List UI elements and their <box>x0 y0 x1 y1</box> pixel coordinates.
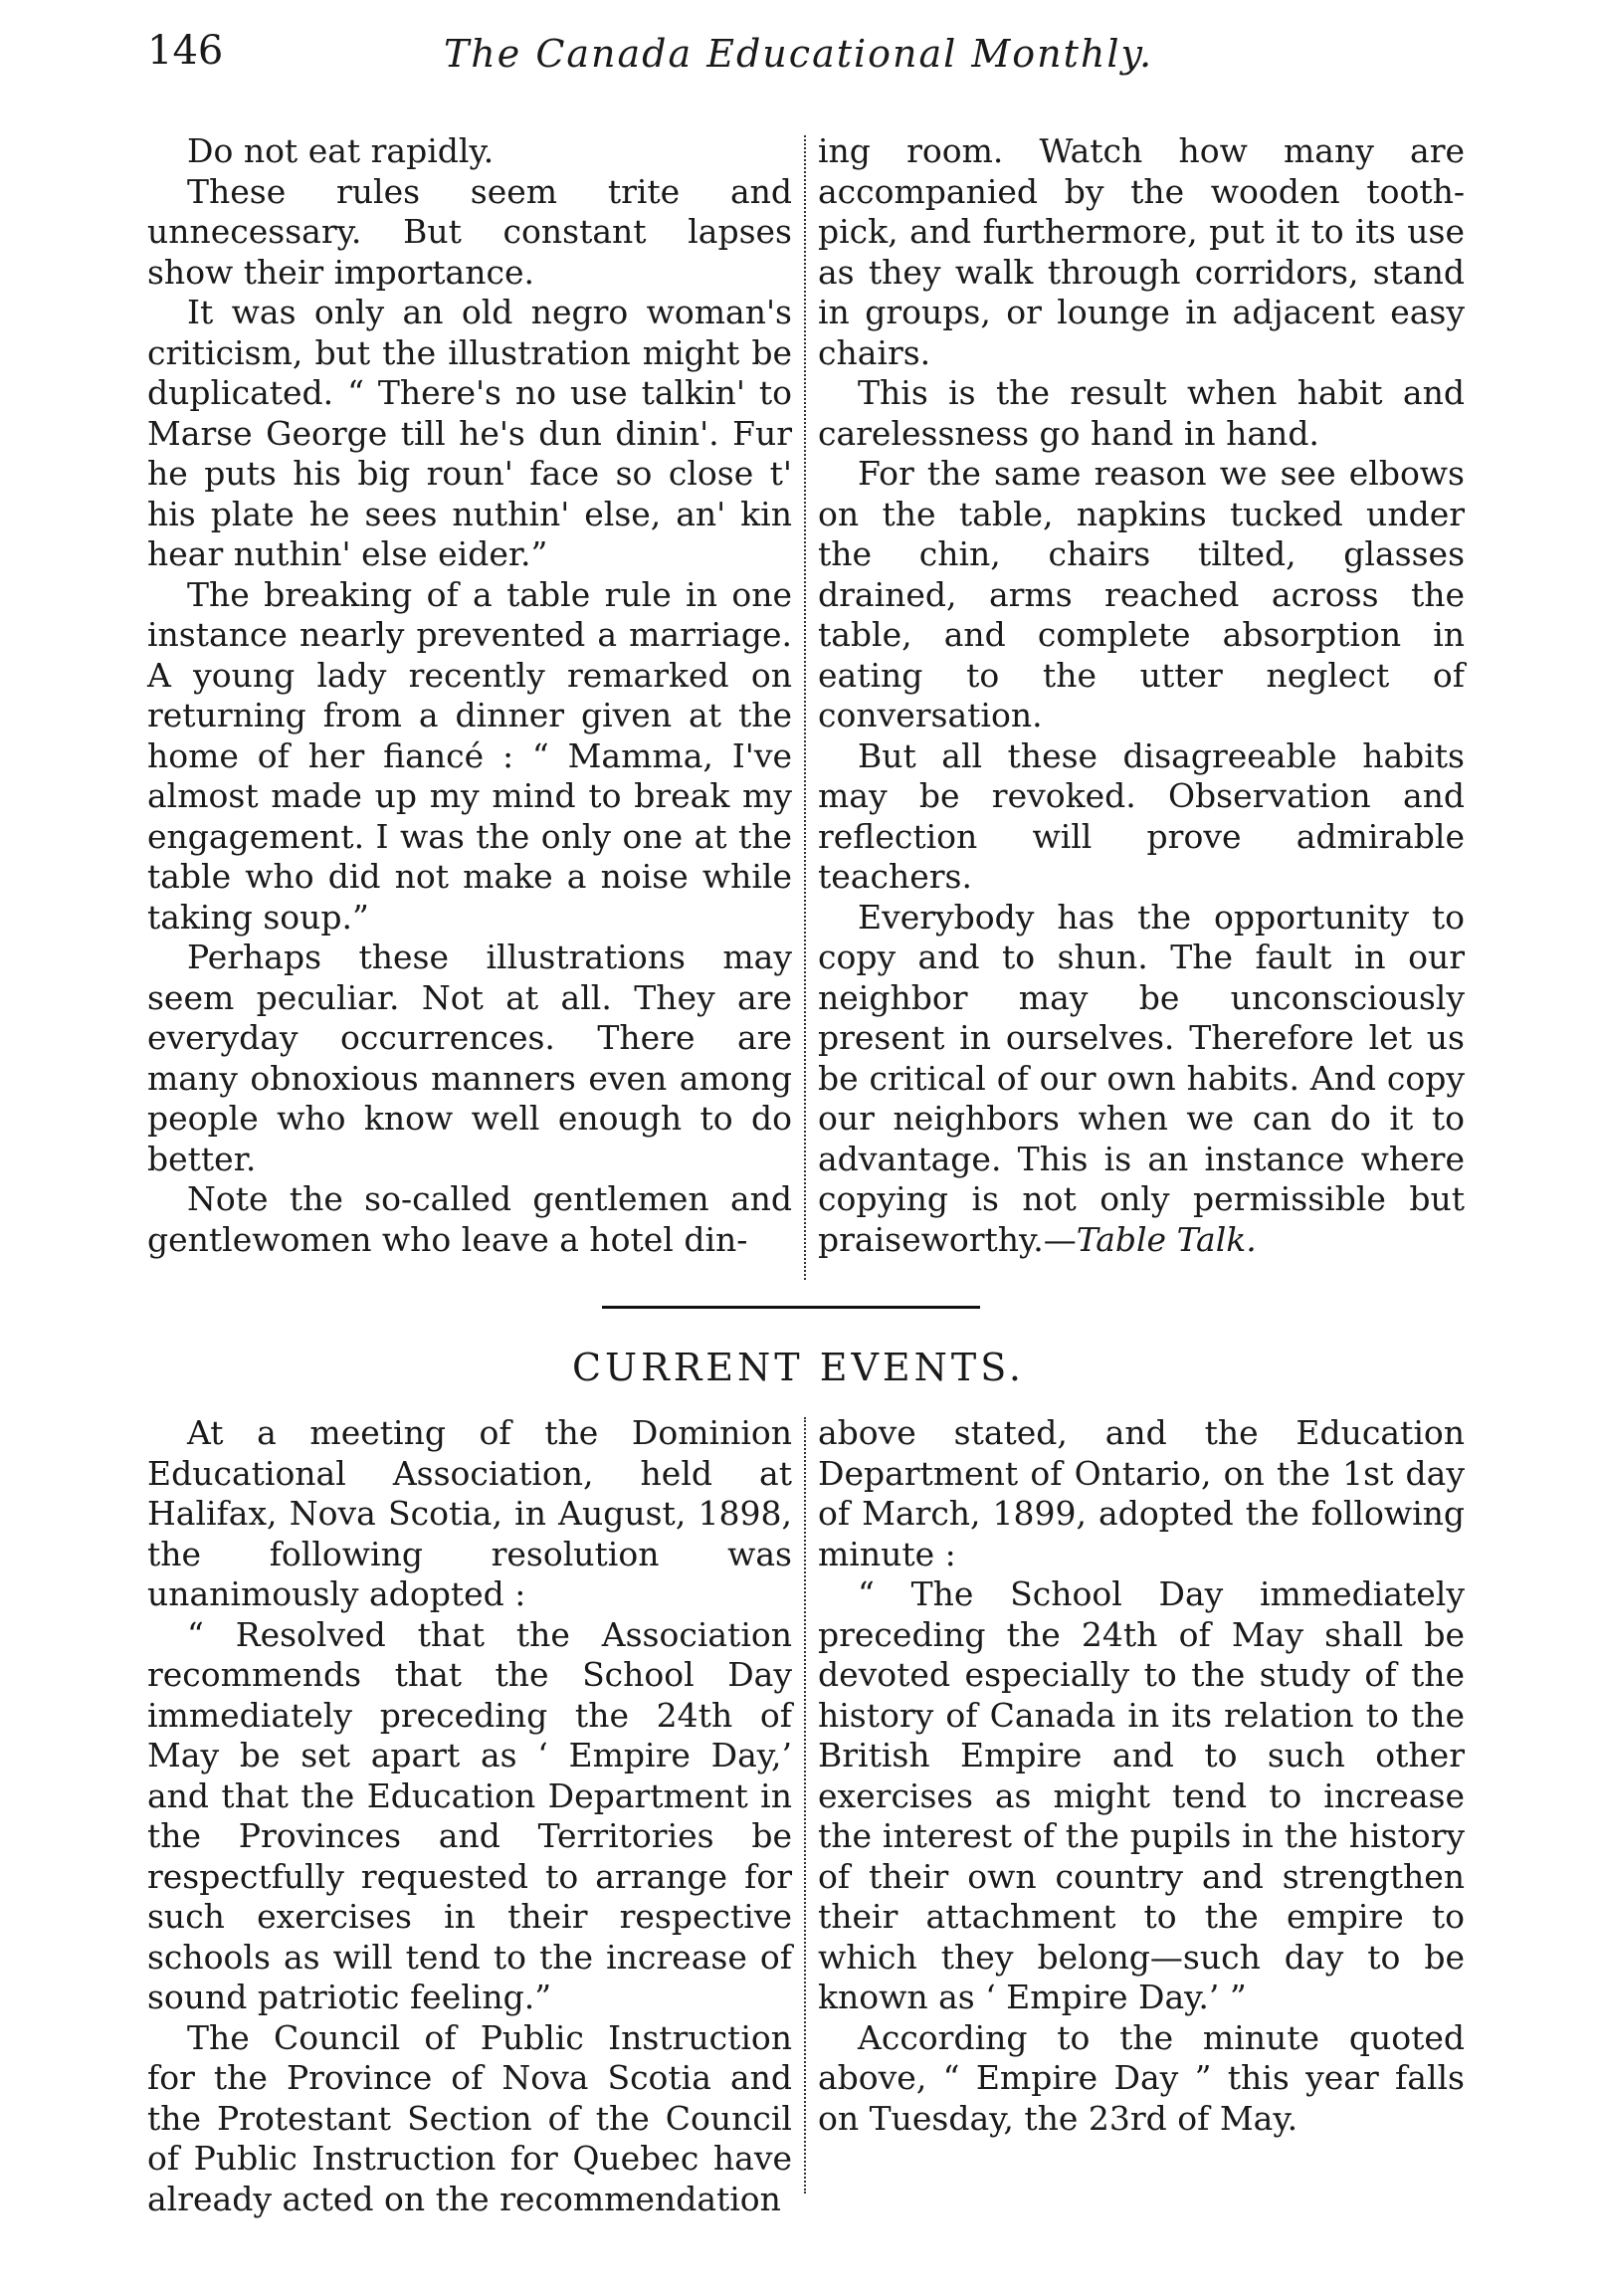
paragraph: The Council of Public Instruction for the Province of Nova Scotia and the Protestant Section of the Council of Public Instruction for Quebec have already acted on the recommendation <box>147 2017 792 2218</box>
article-right-column <box>818 131 1465 1260</box>
section-heading: CURRENT EVENTS. <box>571 1346 1025 1389</box>
current-events-left-column <box>147 1413 792 2219</box>
column-divider <box>804 135 806 1280</box>
paragraph: The breaking of a table rule in one instance nearly prevented a marriage. A young lady recently remarked on returning from a dinner given at the home of her fiancé : “ Mamma, I've almost made up my mind to break my engagement. I was the only one at the table who did not make a noise while taking soup.” <box>147 574 792 937</box>
paragraph: These rules seem trite and unnecessary. But constant lapses show their importance. <box>147 171 792 292</box>
paragraph: At a meeting of the Dominion Educational Association, held at Halifax, Nova Scotia, in August, 1898, the following resolution was unanimously adopted : <box>147 1413 792 1613</box>
paragraph: above stated, and the Education Department of Ontario, on the 1st day of March, 1899, adopted the following minute : <box>818 1413 1465 1573</box>
source-credit: Table Talk. <box>1076 1219 1257 1259</box>
paragraph: “ The School Day immediately preceding the 24th of May shall be devoted especially to the study of the history of Canada in its relation to the British Empire and to such other exercises as might tend to increase the interest of the pupils in the history of their own country and strengthen their attachment to the empire to which they belong—such day to be known as ‘ Empire Day.’ ” <box>818 1574 1465 2016</box>
paragraph: Note the so-called gentlemen and gentlewomen who leave a hotel din- <box>147 1179 792 1259</box>
paragraph: For the same reason we see elbows on the table, napkins tucked under the chin, chairs tilted, glasses drained, arms reached across the table, and complete absorption in eating to the utter neglect of conversation. <box>818 454 1465 734</box>
section-rule <box>602 1306 980 1309</box>
paragraph: “ Resolved that the Association recommends that the School Day immediately preceding the 24th of May be set apart as ‘ Empire Day,’ and that the Education Department in the Provinces and Territories be respectfully requested to arrange for such exercises in their respective schools as will tend to the increase of sound patriotic feeling.” <box>147 1614 792 2016</box>
paragraph: According to the minute quoted above, “ Empire Day ” this year falls on Tuesday, the 23rd of May. <box>818 2017 1465 2138</box>
paragraph: But all these disagreeable habits may be revoked. Observation and reflection will prove admirable teachers. <box>818 735 1465 896</box>
column-divider <box>804 1417 806 2193</box>
paragraph: It was only an old negro woman's criticism, but the illustration might be duplicated. “ There's no use talkin' to Marse George till he's dun dinin'. Fur he puts his big roun' face so close t' his plate he sees nuthin' else, an' kin hear nuthin' else eider.” <box>147 293 792 573</box>
page-header <box>0 28 1597 88</box>
paragraph: ing room. Watch how many are accompanied by the wooden tooth-pick, and furthermore, put it to its use as they walk through corridors, stand in groups, or lounge in adjacent easy chairs. <box>818 131 1465 372</box>
running-title: The Canada Educational Monthly. <box>443 32 1154 76</box>
article-left-column <box>147 131 792 1260</box>
page-number: 146 <box>147 28 224 74</box>
paragraph: This is the result when habit and carelessness go hand in hand. <box>818 373 1465 453</box>
current-events-right-column <box>818 1413 1465 2139</box>
paragraph: Do not eat rapidly. <box>187 131 495 170</box>
paragraph: Perhaps these illustrations may seem peculiar. Not at all. They are everyday occurrences. There are many obnoxious manners even among people who know well enough to do better. <box>147 938 792 1178</box>
paragraph <box>818 898 1465 1261</box>
paragraph-text: Everybody has the opportunity to copy and to shun. The fault in our neighbor may be unconsciously present in ourselves. Therefore let us be critical of our own habits. And copy our neighbors when we can do it to advantage. This is an instance where copying is not only permissible but praiseworthy.— <box>818 897 1465 1259</box>
